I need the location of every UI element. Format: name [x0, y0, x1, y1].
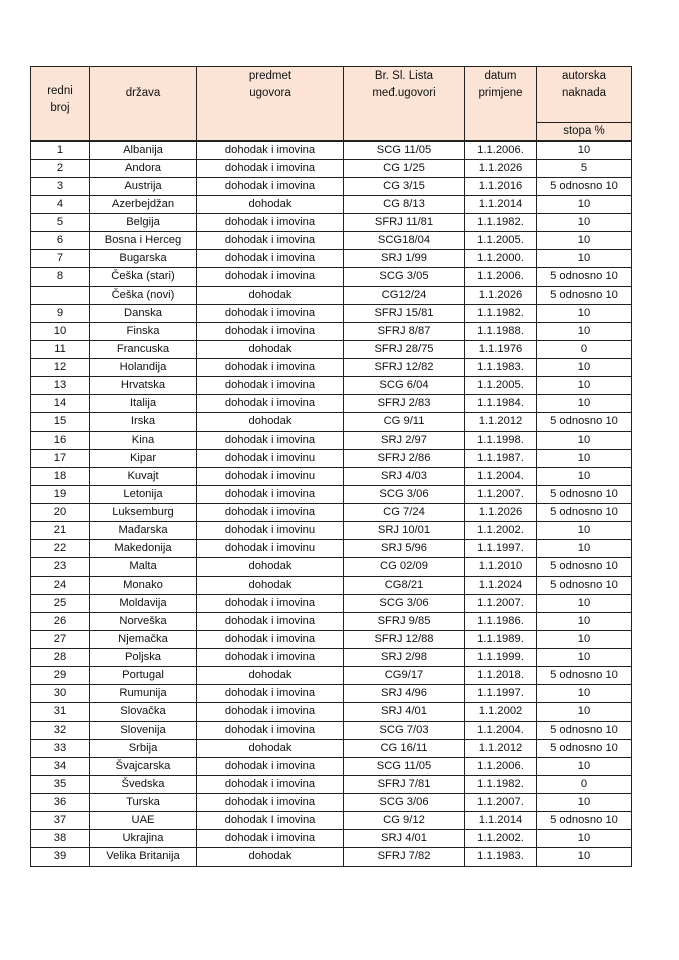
cell-stopa: 5 odnosno 10: [537, 812, 632, 830]
cell-sl-lista: SCG18/04: [344, 232, 465, 250]
cell-datum: 1.1.2007.: [465, 794, 537, 812]
cell-drzava: Hrvatska: [90, 377, 197, 395]
cell-redni-broj: 29: [31, 667, 90, 685]
cell-drzava: Srbija: [90, 739, 197, 757]
cell-predmet: dohodak i imovina: [197, 685, 344, 703]
cell-sl-lista: SRJ 2/97: [344, 431, 465, 449]
cell-predmet: dohodak i imovinu: [197, 540, 344, 558]
cell-datum: 1.1.2006.: [465, 268, 537, 286]
cell-stopa: 10: [537, 195, 632, 213]
cell-redni-broj: 30: [31, 685, 90, 703]
cell-redni-broj: 20: [31, 504, 90, 522]
cell-sl-lista: SCG 3/06: [344, 594, 465, 612]
header-stopa: stopa %: [537, 123, 632, 142]
cell-datum: 1.1.1999.: [465, 649, 537, 667]
cell-datum: 1.1.2006.: [465, 141, 537, 159]
table-row: [31, 558, 632, 576]
cell-sl-lista: CG 9/12: [344, 812, 465, 830]
cell-datum: 1.1.2005.: [465, 377, 537, 395]
cell-redni-broj: 35: [31, 775, 90, 793]
cell-datum: 1.1.2004.: [465, 467, 537, 485]
cell-drzava: Norveška: [90, 612, 197, 630]
cell-redni-broj: 28: [31, 649, 90, 667]
cell-predmet: dohodak i imovina: [197, 359, 344, 377]
cell-predmet: dohodak i imovina: [197, 232, 344, 250]
cell-drzava: Letonija: [90, 485, 197, 503]
cell-drzava: Poljska: [90, 649, 197, 667]
cell-drzava: Njemačka: [90, 630, 197, 648]
cell-redni-broj: 33: [31, 739, 90, 757]
table-row: [31, 649, 632, 667]
cell-predmet: dohodak i imovina: [197, 377, 344, 395]
cell-redni-broj: 7: [31, 250, 90, 268]
cell-stopa: 5 odnosno 10: [537, 558, 632, 576]
cell-drzava: Francuska: [90, 340, 197, 358]
cell-stopa: 10: [537, 377, 632, 395]
cell-sl-lista: CG 8/13: [344, 195, 465, 213]
cell-sl-lista: SFRJ 28/75: [344, 340, 465, 358]
table-row: [31, 141, 632, 159]
cell-drzava: Češka (stari): [90, 268, 197, 286]
cell-drzava: Monako: [90, 576, 197, 594]
cell-predmet: dohodak: [197, 848, 344, 866]
cell-predmet: dohodak i imovina: [197, 268, 344, 286]
table-row: [31, 159, 632, 177]
cell-stopa: 10: [537, 540, 632, 558]
cell-drzava: Moldavija: [90, 594, 197, 612]
cell-drzava: Makedonija: [90, 540, 197, 558]
cell-stopa: 10: [537, 395, 632, 413]
cell-datum: 1.1.1987.: [465, 449, 537, 467]
cell-sl-lista: SCG 6/04: [344, 377, 465, 395]
cell-drzava: Malta: [90, 558, 197, 576]
table-row: [31, 667, 632, 685]
table-row: [31, 612, 632, 630]
cell-datum: 1.1.2026: [465, 159, 537, 177]
cell-drzava: Holandija: [90, 359, 197, 377]
header-predmet-ugovora: predmet ugovora: [197, 67, 344, 142]
cell-datum: 1.1.1976: [465, 340, 537, 358]
cell-predmet: dohodak i imovina: [197, 612, 344, 630]
table-row: [31, 449, 632, 467]
cell-predmet: dohodak i imovina: [197, 703, 344, 721]
cell-stopa: 5 odnosno 10: [537, 413, 632, 431]
cell-stopa: 10: [537, 250, 632, 268]
cell-stopa: 5 odnosno 10: [537, 667, 632, 685]
cell-sl-lista: SCG 3/05: [344, 268, 465, 286]
cell-redni-broj: 31: [31, 703, 90, 721]
cell-datum: 1.1.2026: [465, 286, 537, 304]
cell-datum: 1.1.2006.: [465, 757, 537, 775]
cell-drzava: Portugal: [90, 667, 197, 685]
cell-sl-lista: SCG 11/05: [344, 757, 465, 775]
cell-redni-broj: 19: [31, 485, 90, 503]
cell-redni-broj: 14: [31, 395, 90, 413]
table-row: [31, 250, 632, 268]
cell-sl-lista: SRJ 2/98: [344, 649, 465, 667]
table-row: [31, 304, 632, 322]
table-row: [31, 377, 632, 395]
cell-redni-broj: 16: [31, 431, 90, 449]
table-row: [31, 630, 632, 648]
cell-stopa: 0: [537, 340, 632, 358]
table-row: [31, 812, 632, 830]
cell-drzava: Rumunija: [90, 685, 197, 703]
cell-redni-broj: 5: [31, 214, 90, 232]
cell-datum: 1.1.1983.: [465, 848, 537, 866]
cell-datum: 1.1.2005.: [465, 232, 537, 250]
cell-stopa: 0: [537, 775, 632, 793]
cell-redni-broj: 25: [31, 594, 90, 612]
cell-drzava: Bosna i Herceg: [90, 232, 197, 250]
cell-sl-lista: SCG 11/05: [344, 141, 465, 159]
cell-datum: 1.1.1997.: [465, 540, 537, 558]
table-row: [31, 540, 632, 558]
cell-redni-broj: 18: [31, 467, 90, 485]
cell-predmet: dohodak i imovina: [197, 159, 344, 177]
cell-sl-lista: SFRJ 9/85: [344, 612, 465, 630]
cell-stopa: 10: [537, 594, 632, 612]
cell-stopa: 5 odnosno 10: [537, 504, 632, 522]
table-row: [31, 522, 632, 540]
cell-predmet: dohodak i imovina: [197, 141, 344, 159]
table-row: [31, 830, 632, 848]
cell-predmet: dohodak: [197, 739, 344, 757]
cell-redni-broj: 13: [31, 377, 90, 395]
cell-sl-lista: SFRJ 11/81: [344, 214, 465, 232]
cell-datum: 1.1.1984.: [465, 395, 537, 413]
treaty-table: [30, 66, 632, 867]
cell-predmet: dohodak: [197, 667, 344, 685]
cell-stopa: 10: [537, 214, 632, 232]
cell-drzava: Kina: [90, 431, 197, 449]
cell-sl-lista: CG 7/24: [344, 504, 465, 522]
cell-redni-broj: 38: [31, 830, 90, 848]
cell-drzava: Andora: [90, 159, 197, 177]
cell-sl-lista: CG 3/15: [344, 177, 465, 195]
cell-drzava: Finska: [90, 322, 197, 340]
cell-redni-broj: 37: [31, 812, 90, 830]
cell-predmet: dohodak: [197, 558, 344, 576]
cell-stopa: 5 odnosno 10: [537, 721, 632, 739]
cell-stopa: 5: [537, 159, 632, 177]
cell-stopa: 5 odnosno 10: [537, 268, 632, 286]
cell-datum: 1.1.2018.: [465, 667, 537, 685]
cell-predmet: dohodak: [197, 286, 344, 304]
cell-stopa: 10: [537, 449, 632, 467]
cell-stopa: 5 odnosno 10: [537, 177, 632, 195]
cell-redni-broj: 39: [31, 848, 90, 866]
cell-sl-lista: SFRJ 15/81: [344, 304, 465, 322]
table-row: [31, 413, 632, 431]
cell-sl-lista: SRJ 5/96: [344, 540, 465, 558]
cell-predmet: dohodak: [197, 413, 344, 431]
cell-stopa: 10: [537, 612, 632, 630]
cell-datum: 1.1.2014: [465, 195, 537, 213]
cell-sl-lista: CG 9/11: [344, 413, 465, 431]
cell-drzava: Mađarska: [90, 522, 197, 540]
cell-datum: 1.1.1998.: [465, 431, 537, 449]
cell-sl-lista: SCG 3/06: [344, 485, 465, 503]
table-row: [31, 467, 632, 485]
cell-predmet: dohodak i imovina: [197, 775, 344, 793]
header-autorska-naknada: autorska naknada: [537, 67, 632, 123]
cell-datum: 1.1.2014: [465, 812, 537, 830]
header-drzava: država: [90, 67, 197, 142]
cell-drzava: Italija: [90, 395, 197, 413]
table-row: [31, 485, 632, 503]
cell-predmet: dohodak i imovina: [197, 794, 344, 812]
cell-predmet: dohodak i imovina: [197, 721, 344, 739]
cell-sl-lista: SFRJ 8/87: [344, 322, 465, 340]
cell-sl-lista: SFRJ 12/88: [344, 630, 465, 648]
cell-datum: 1.1.1982.: [465, 214, 537, 232]
cell-datum: 1.1.2007.: [465, 594, 537, 612]
cell-redni-broj: 11: [31, 340, 90, 358]
cell-drzava: Danska: [90, 304, 197, 322]
cell-redni-broj: 12: [31, 359, 90, 377]
cell-predmet: dohodak I imovina: [197, 812, 344, 830]
cell-datum: 1.1.1997.: [465, 685, 537, 703]
cell-stopa: 10: [537, 685, 632, 703]
cell-drzava: UAE: [90, 812, 197, 830]
cell-datum: 1.1.2010: [465, 558, 537, 576]
cell-datum: 1.1.1986.: [465, 612, 537, 630]
cell-predmet: dohodak i imovina: [197, 485, 344, 503]
cell-datum: 1.1.2026: [465, 504, 537, 522]
cell-sl-lista: SFRJ 7/81: [344, 775, 465, 793]
table-row: [31, 268, 632, 286]
table-row: [31, 395, 632, 413]
cell-predmet: dohodak i imovina: [197, 504, 344, 522]
cell-redni-broj: 26: [31, 612, 90, 630]
cell-datum: 1.1.1982.: [465, 775, 537, 793]
cell-drzava: Slovačka: [90, 703, 197, 721]
cell-drzava: Bugarska: [90, 250, 197, 268]
cell-redni-broj: 9: [31, 304, 90, 322]
table-row: [31, 359, 632, 377]
cell-stopa: 10: [537, 141, 632, 159]
cell-stopa: 10: [537, 830, 632, 848]
cell-redni-broj: 34: [31, 757, 90, 775]
cell-stopa: 5 odnosno 10: [537, 286, 632, 304]
cell-sl-lista: CG9/17: [344, 667, 465, 685]
cell-stopa: 10: [537, 794, 632, 812]
cell-drzava: Luksemburg: [90, 504, 197, 522]
table-row: [31, 703, 632, 721]
table-row: [31, 775, 632, 793]
cell-sl-lista: SRJ 4/01: [344, 830, 465, 848]
table-row: [31, 504, 632, 522]
cell-redni-broj: 22: [31, 540, 90, 558]
cell-stopa: 10: [537, 757, 632, 775]
cell-sl-lista: SFRJ 12/82: [344, 359, 465, 377]
cell-predmet: dohodak i imovina: [197, 177, 344, 195]
cell-predmet: dohodak i imovina: [197, 250, 344, 268]
cell-stopa: 10: [537, 322, 632, 340]
cell-stopa: 10: [537, 467, 632, 485]
cell-redni-broj: 36: [31, 794, 90, 812]
cell-drzava: Slovenija: [90, 721, 197, 739]
cell-datum: 1.1.1982.: [465, 304, 537, 322]
cell-drzava: Irska: [90, 413, 197, 431]
cell-predmet: dohodak i imovina: [197, 214, 344, 232]
cell-predmet: dohodak i imovina: [197, 431, 344, 449]
cell-sl-lista: CG 1/25: [344, 159, 465, 177]
cell-redni-broj: 23: [31, 558, 90, 576]
cell-datum: 1.1.2012: [465, 739, 537, 757]
cell-redni-broj: 10: [31, 322, 90, 340]
table-body: [31, 141, 632, 866]
table-row: [31, 232, 632, 250]
cell-redni-broj: [31, 286, 90, 304]
cell-sl-lista: CG 02/09: [344, 558, 465, 576]
cell-datum: 1.1.1988.: [465, 322, 537, 340]
cell-predmet: dohodak i imovina: [197, 757, 344, 775]
table-row: [31, 794, 632, 812]
cell-datum: 1.1.2000.: [465, 250, 537, 268]
cell-datum: 1.1.1989.: [465, 630, 537, 648]
cell-stopa: 10: [537, 649, 632, 667]
table-row: [31, 685, 632, 703]
cell-sl-lista: SCG 7/03: [344, 721, 465, 739]
cell-drzava: Albanija: [90, 141, 197, 159]
cell-stopa: 10: [537, 848, 632, 866]
cell-drzava: Velika Britanija: [90, 848, 197, 866]
cell-redni-broj: 4: [31, 195, 90, 213]
cell-stopa: 5 odnosno 10: [537, 485, 632, 503]
cell-sl-lista: SRJ 10/01: [344, 522, 465, 540]
cell-stopa: 10: [537, 431, 632, 449]
cell-predmet: dohodak i imovinu: [197, 449, 344, 467]
cell-redni-broj: 21: [31, 522, 90, 540]
cell-stopa: 10: [537, 703, 632, 721]
cell-predmet: dohodak i imovina: [197, 830, 344, 848]
table-row: [31, 576, 632, 594]
table-row: [31, 431, 632, 449]
cell-redni-broj: 27: [31, 630, 90, 648]
cell-predmet: dohodak: [197, 340, 344, 358]
cell-sl-lista: SRJ 4/96: [344, 685, 465, 703]
cell-stopa: 10: [537, 630, 632, 648]
cell-stopa: 5 odnosno 10: [537, 739, 632, 757]
cell-redni-broj: 8: [31, 268, 90, 286]
cell-datum: 1.1.2012: [465, 413, 537, 431]
cell-drzava: Švedska: [90, 775, 197, 793]
cell-predmet: dohodak: [197, 195, 344, 213]
cell-predmet: dohodak i imovinu: [197, 467, 344, 485]
cell-datum: 1.1.1983.: [465, 359, 537, 377]
table-header: [31, 67, 632, 142]
header-br-sl-lista: Br. Sl. Lista međ.ugovori: [344, 67, 465, 142]
cell-predmet: dohodak i imovina: [197, 630, 344, 648]
cell-redni-broj: 15: [31, 413, 90, 431]
cell-sl-lista: SCG 3/06: [344, 794, 465, 812]
cell-sl-lista: SRJ 4/03: [344, 467, 465, 485]
cell-redni-broj: 3: [31, 177, 90, 195]
cell-sl-lista: SRJ 1/99: [344, 250, 465, 268]
cell-sl-lista: SRJ 4/01: [344, 703, 465, 721]
cell-drzava: Azerbejdžan: [90, 195, 197, 213]
cell-predmet: dohodak i imovina: [197, 649, 344, 667]
cell-redni-broj: 1: [31, 141, 90, 159]
cell-stopa: 10: [537, 359, 632, 377]
cell-predmet: dohodak i imovina: [197, 304, 344, 322]
table-row: [31, 594, 632, 612]
cell-sl-lista: CG 16/11: [344, 739, 465, 757]
table-row: [31, 848, 632, 866]
cell-datum: 1.1.2016: [465, 177, 537, 195]
cell-sl-lista: SFRJ 2/86: [344, 449, 465, 467]
cell-predmet: dohodak: [197, 576, 344, 594]
cell-redni-broj: 24: [31, 576, 90, 594]
table-row: [31, 214, 632, 232]
cell-drzava: Češka (novi): [90, 286, 197, 304]
cell-drzava: Kuvajt: [90, 467, 197, 485]
cell-stopa: 10: [537, 522, 632, 540]
table-row: [31, 340, 632, 358]
cell-drzava: Turska: [90, 794, 197, 812]
cell-datum: 1.1.2024: [465, 576, 537, 594]
cell-redni-broj: 2: [31, 159, 90, 177]
cell-stopa: 10: [537, 304, 632, 322]
cell-redni-broj: 32: [31, 721, 90, 739]
cell-drzava: Belgija: [90, 214, 197, 232]
cell-sl-lista: CG8/21: [344, 576, 465, 594]
cell-datum: 1.1.2004.: [465, 721, 537, 739]
cell-datum: 1.1.2007.: [465, 485, 537, 503]
cell-drzava: Kipar: [90, 449, 197, 467]
table-row: [31, 757, 632, 775]
table-row: [31, 721, 632, 739]
cell-predmet: dohodak i imovina: [197, 594, 344, 612]
cell-datum: 1.1.2002.: [465, 830, 537, 848]
table-row: [31, 739, 632, 757]
cell-datum: 1.1.2002.: [465, 522, 537, 540]
table-row: [31, 286, 632, 304]
cell-drzava: Austrija: [90, 177, 197, 195]
cell-redni-broj: 17: [31, 449, 90, 467]
header-redni-broj: redni broj: [31, 67, 90, 142]
table-row: [31, 322, 632, 340]
cell-stopa: 5 odnosno 10: [537, 576, 632, 594]
cell-drzava: Ukrajina: [90, 830, 197, 848]
cell-sl-lista: CG12/24: [344, 286, 465, 304]
cell-redni-broj: 6: [31, 232, 90, 250]
table-row: [31, 195, 632, 213]
cell-predmet: dohodak i imovinu: [197, 522, 344, 540]
cell-stopa: 10: [537, 232, 632, 250]
cell-drzava: Švajcarska: [90, 757, 197, 775]
cell-sl-lista: SFRJ 2/83: [344, 395, 465, 413]
table-row: [31, 177, 632, 195]
cell-predmet: dohodak i imovina: [197, 395, 344, 413]
cell-datum: 1.1.2002: [465, 703, 537, 721]
header-datum-primjene: datum primjene: [465, 67, 537, 142]
cell-predmet: dohodak i imovina: [197, 322, 344, 340]
cell-sl-lista: SFRJ 7/82: [344, 848, 465, 866]
